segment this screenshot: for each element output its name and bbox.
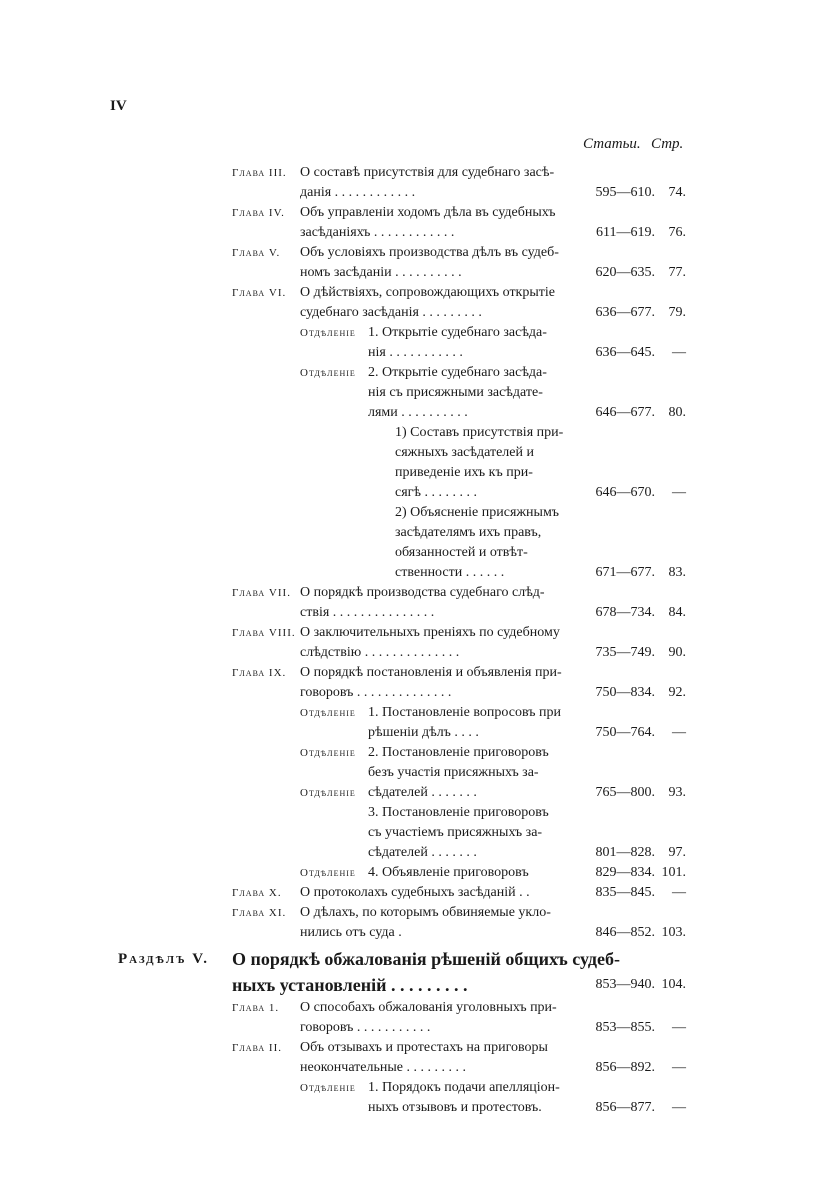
page-ref: 74.: [668, 185, 686, 200]
page-ref: 93.: [668, 785, 686, 800]
article-range: 646—670.: [595, 485, 655, 500]
entry-text-line: О порядкѣ постановленія и объявленія при-: [300, 665, 562, 680]
chapter-label: Глава IX.: [232, 667, 287, 679]
article-range: 750—764.: [595, 725, 655, 740]
page-ref: 103.: [661, 925, 686, 940]
page-ref: 90.: [668, 645, 686, 660]
entry-text-line: Объ условіяхъ производства дѣлъ въ судеб-: [300, 245, 559, 260]
article-range: 646—677.: [595, 405, 655, 420]
chapter-label: Глава II.: [232, 1042, 282, 1054]
entry-text-line: 1) Составъ присутствія при-: [395, 425, 564, 440]
page-ref: 101.: [661, 865, 686, 880]
entry-text-line: говоровъ . . . . . . . . . . .: [300, 1020, 431, 1035]
article-range: 829—834.: [595, 865, 655, 880]
entry-text-line: О порядкѣ производства судебнаго слѣд-: [300, 585, 545, 600]
entry-text-line: О дѣйствіяхъ, сопровождающихъ открытіе: [300, 285, 555, 300]
page-ref: 92.: [668, 685, 686, 700]
entry-text-line: О способахъ обжалованія уголовныхъ при-: [300, 1000, 557, 1015]
entry-text-line: ствія . . . . . . . . . . . . . . .: [300, 605, 435, 620]
entry-text-line: сяжныхъ засѣдателей и: [395, 445, 534, 460]
chapter-label: Глава VIII.: [232, 627, 296, 639]
entry-text-line: 1. Постановленіе вопросовъ при: [368, 705, 561, 720]
chapter-label: Глава 1.: [232, 1002, 280, 1014]
entry-text-line: обязанностей и отвѣт-: [395, 545, 528, 560]
entry-text-line: 2) Объясненіе присяжнымъ: [395, 505, 560, 520]
entry-text-line: приведеніе ихъ къ при-: [395, 465, 533, 480]
article-range: 678—734.: [595, 605, 655, 620]
page-ref: 84.: [668, 605, 686, 620]
article-range: 735—749.: [595, 645, 655, 660]
page-ref: 83.: [668, 565, 686, 580]
page-ref: —: [672, 1060, 686, 1075]
article-range: 636—645.: [595, 345, 655, 360]
entry-text-line: 3. Постановленіе приговоровъ: [368, 805, 549, 820]
entry-text-line: сѣдателей . . . . . . .: [368, 845, 477, 860]
chapter-label: Отдѣленіе: [300, 787, 356, 799]
entry-text-line: судебнаго засѣданія . . . . . . . . .: [300, 305, 482, 320]
section-title-line: ныхъ установленій . . . . . . . . .: [232, 975, 468, 995]
entry-text-line: нія . . . . . . . . . . .: [368, 345, 463, 360]
chapter-label: Отдѣленіе: [300, 327, 356, 339]
section-title-line: О порядкѣ обжалованія рѣшеній общихъ судеб-: [232, 949, 620, 969]
chapter-label: Глава III.: [232, 167, 287, 179]
article-range: 853—940.: [595, 977, 655, 992]
entry-text-line: 2. Открытіе судебнаго засѣда-: [368, 365, 547, 380]
entry-text-line: ственности . . . . . .: [395, 565, 505, 580]
page-ref: 80.: [668, 405, 686, 420]
chapter-label: Глава V.: [232, 247, 281, 259]
entry-text-line: 1. Открытіе судебнаго засѣда-: [368, 325, 547, 340]
chapter-label: Отдѣленіе: [300, 867, 356, 879]
chapter-label: Отдѣленіе: [300, 707, 356, 719]
entry-text-line: О заключительныхъ преніяхъ по судебному: [300, 625, 560, 640]
entry-text-line: номъ засѣданіи . . . . . . . . . .: [300, 265, 462, 280]
page-ref: —: [672, 345, 686, 360]
entry-text-line: данія . . . . . . . . . . . .: [300, 185, 416, 200]
chapter-label: Глава VII.: [232, 587, 291, 599]
article-range: 765—800.: [595, 785, 655, 800]
entry-text-line: нились отъ суда .: [300, 925, 402, 940]
article-range: 595—610.: [595, 185, 655, 200]
entry-text-line: слѣдствію . . . . . . . . . . . . . .: [300, 645, 460, 660]
entry-text-line: О дѣлахъ, по которымъ обвиняемые укло-: [300, 905, 551, 920]
entry-text-line: 4. Объявленіе приговоровъ: [368, 865, 529, 880]
entry-text-line: рѣшеніи дѣлъ . . . .: [368, 725, 479, 740]
entry-text-line: 2. Постановленіе приговоровъ: [368, 745, 549, 760]
page-ref: 77.: [668, 265, 686, 280]
article-range: 611—619.: [596, 225, 655, 240]
entry-text-line: О протоколахъ судебныхъ засѣданій . .: [300, 885, 530, 900]
page-ref: 76.: [668, 225, 686, 240]
entry-text-line: Объ отзывахъ и протестахъ на приговоры: [300, 1040, 548, 1055]
article-range: 846—852.: [595, 925, 655, 940]
page-ref: —: [672, 1100, 686, 1115]
article-range: 620—635.: [595, 265, 655, 280]
article-range: 636—677.: [595, 305, 655, 320]
header-articles: Статьи.: [583, 136, 641, 152]
article-range: 801—828.: [595, 845, 655, 860]
article-range: 835—845.: [595, 885, 655, 900]
entry-text-line: говоровъ . . . . . . . . . . . . . .: [300, 685, 452, 700]
article-range: 856—877.: [595, 1100, 655, 1115]
page-ref: —: [672, 1020, 686, 1035]
chapter-label: Отдѣленіе: [300, 747, 356, 759]
page-ref: —: [672, 485, 686, 500]
entry-text-line: сягѣ . . . . . . . .: [395, 485, 477, 500]
entry-text-line: Объ управленіи ходомъ дѣла въ судебныхъ: [300, 205, 556, 220]
page-ref: 79.: [668, 305, 686, 320]
article-range: 750—834.: [595, 685, 655, 700]
chapter-label: Глава VI.: [232, 287, 287, 299]
entry-text-line: ныхъ отзывовъ и протестовъ.: [368, 1100, 542, 1115]
chapter-label: Отдѣленіе: [300, 367, 356, 379]
entry-text-line: засѣданіяхъ . . . . . . . . . . . .: [300, 225, 455, 240]
section-label: Раздѣлъ V.: [118, 951, 209, 967]
entry-text-line: съ участіемъ присяжныхъ за-: [368, 825, 543, 840]
page-ref: —: [672, 725, 686, 740]
header-pages: Стр.: [651, 136, 684, 152]
entry-text-line: сѣдателей . . . . . . .: [368, 785, 477, 800]
entry-text-line: О составѣ присутствія для судебнаго засѣ-: [300, 165, 555, 180]
entry-text-line: 1. Порядокъ подачи апелляціон-: [368, 1080, 560, 1095]
chapter-label: Глава X.: [232, 887, 282, 899]
article-range: 853—855.: [595, 1020, 655, 1035]
entry-text-line: лями . . . . . . . . . .: [368, 405, 468, 420]
entry-text-line: неокончательные . . . . . . . . .: [300, 1060, 466, 1075]
page-ref: 104.: [661, 977, 686, 992]
page-number: IV: [110, 98, 127, 114]
page-ref: —: [672, 885, 686, 900]
article-range: 671—677.: [595, 565, 655, 580]
chapter-label: Отдѣленіе: [300, 1082, 356, 1094]
entry-text-line: нія съ присяжными засѣдате-: [368, 385, 543, 400]
chapter-label: Глава IV.: [232, 207, 285, 219]
entry-text-line: безъ участія присяжныхъ за-: [368, 765, 539, 780]
page-ref: 97.: [668, 845, 686, 860]
article-range: 856—892.: [595, 1060, 655, 1075]
entry-text-line: засѣдателямъ ихъ правъ,: [395, 525, 542, 540]
chapter-label: Глава XI.: [232, 907, 287, 919]
